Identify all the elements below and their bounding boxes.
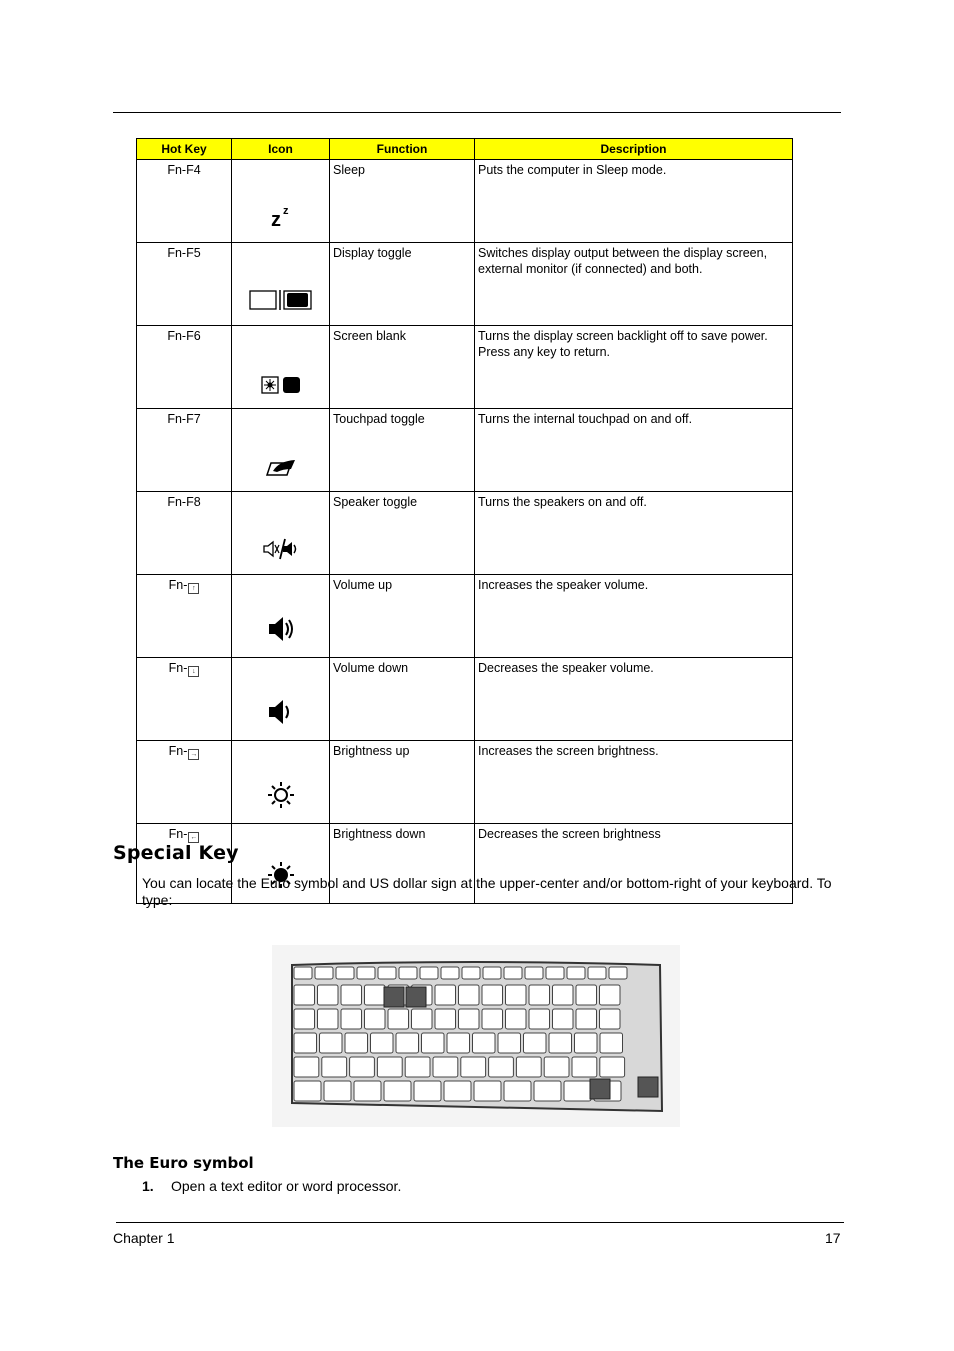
speaker-toggle-icon [263,538,299,560]
icon-cell [232,575,330,658]
function-cell: Display toggle [330,243,475,326]
keyboard-key [506,985,527,1005]
keyboard-key [462,967,480,979]
keyboard-key [350,1057,375,1077]
arrow-up-key-icon: ↑ [188,583,199,594]
description-cell: Puts the computer in Sleep mode. [475,160,793,243]
footer-rule [116,1222,844,1223]
euro-symbol-heading: The Euro symbol [113,1154,254,1172]
hotkey-label: Fn- [168,744,188,758]
touchpad-icon [265,459,297,477]
step-item [142,1178,401,1194]
description-cell: Decreases the screen brightness [475,824,793,904]
keyboard-key [459,1009,480,1029]
keyboard-key [544,1057,569,1077]
hotkey-cell [137,575,232,658]
keyboard-key [294,1057,319,1077]
keyboard-key [388,1009,409,1029]
header-hot-key: Hot Key [137,139,232,160]
keyboard-key [318,1009,339,1029]
function-cell: Volume up [330,575,475,658]
description-cell: Decreases the speaker volume. [475,658,793,741]
table-row [137,575,793,658]
function-cell: Touchpad toggle [330,409,475,492]
keyboard-key [549,1033,572,1053]
keyboard-key [529,985,550,1005]
function-cell: Speaker toggle [330,492,475,575]
hotkey-label: Fn-F7 [167,412,201,426]
keyboard-key [294,1033,317,1053]
keyboard-key [506,1009,527,1029]
keyboard-key [553,1009,574,1029]
keyboard-key [576,1009,597,1029]
hotkey-cell [137,492,232,575]
keyboard-key [525,967,543,979]
keyboard-key [504,967,522,979]
description-cell: Increases the screen brightness. [475,741,793,824]
keyboard-key [524,1033,547,1053]
keyboard-key [341,1009,362,1029]
keyboard-key [564,1081,591,1101]
keyboard-key [396,1033,419,1053]
keyboard-key [441,967,459,979]
svg-text:z: z [282,205,288,217]
table-header-row [137,139,793,160]
keyboard-key [341,985,362,1005]
function-cell: Brightness up [330,741,475,824]
keyboard-key [600,1057,625,1077]
function-cell: Volume down [330,658,475,741]
description-cell: Turns the internal touchpad on and off. [475,409,793,492]
keyboard-key [420,967,438,979]
keyboard-key [546,967,564,979]
arrow-left-key-icon: ← [190,834,198,841]
keyboard-key [294,967,312,979]
keyboard-key [516,1057,541,1077]
display-toggle-icon [249,289,313,311]
footer-page-number: 17 [825,1230,841,1246]
header-icon: Icon [232,139,330,160]
intro-paragraph: You can locate the Euro symbol and US dollar sign at the upper-center and/or bottom-right of your keyboard. To type: [142,875,832,908]
icon-cell [232,243,330,326]
keyboard-key [354,1081,381,1101]
keyboard-key [482,985,503,1005]
table-row [137,741,793,824]
keyboard-key [384,1081,411,1101]
keyboard-key [357,967,375,979]
hotkey-cell [137,160,232,243]
keyboard-key [572,1057,597,1077]
keyboard-key [322,1057,347,1077]
keyboard-key [345,1033,368,1053]
volume-up-icon [267,615,295,643]
keyboard-key [412,1009,433,1029]
footer-chapter: Chapter 1 [113,1230,175,1246]
keyboard-key [336,967,354,979]
hotkey-label: Fn-F4 [167,163,201,177]
table-row [137,492,793,575]
description-cell: Turns the speakers on and off. [475,492,793,575]
svg-text:z: z [270,209,281,228]
keyboard-key [600,1033,623,1053]
keyboard-key [435,1009,456,1029]
keyboard-key [405,1057,430,1077]
keyboard-key [534,1081,561,1101]
table-row [137,409,793,492]
keyboard-key [529,1009,550,1029]
icon-cell [232,658,330,741]
keyboard-key [567,967,585,979]
keyboard-key [473,1033,496,1053]
keyboard-key [482,1009,503,1029]
keyboard-key [399,967,417,979]
keyboard-key [489,1057,514,1077]
arrow-right-key-icon: → [190,751,198,758]
keyboard-key [461,1057,486,1077]
table-row [137,326,793,409]
keyboard-key [600,985,621,1005]
keyboard-key [315,967,333,979]
arrow-down-key-icon: ↓ [188,666,199,677]
keyboard-key [294,985,315,1005]
header-description: Description [475,139,793,160]
hotkey-cell [137,658,232,741]
hotkey-label: Fn- [168,661,188,675]
keyboard-key [422,1033,445,1053]
keyboard-key [600,1009,621,1029]
screen-blank-icon [261,376,301,394]
hotkey-label: Fn- [168,827,188,841]
keyboard-key [378,967,396,979]
hotkey-label: Fn-F6 [167,329,201,343]
hotkey-cell [137,243,232,326]
brightness-up-icon [267,781,295,809]
section-title: Special Key [113,842,239,864]
keyboard-key [498,1033,521,1053]
hotkey-label: Fn-F8 [167,495,201,509]
description-cell: Switches display output between the display screen, external monitor (if connected) and both. [475,243,793,326]
table-row [137,243,793,326]
keyboard-key [575,1033,598,1053]
description-cell: Increases the speaker volume. [475,575,793,658]
header-rule [113,112,841,113]
hotkey-cell [137,741,232,824]
icon-cell [232,326,330,409]
hotkey-label: Fn-F5 [167,246,201,260]
keyboard-key [483,967,501,979]
keyboard-key [459,985,480,1005]
table-row [137,658,793,741]
volume-down-icon [267,698,295,726]
keyboard-key [320,1033,343,1053]
keyboard-key [553,985,574,1005]
hotkey-cell [137,409,232,492]
keyboard-key [435,985,456,1005]
function-cell: Brightness down [330,824,475,904]
description-cell: Turns the display screen backlight off to save power. Press any key to return. [475,326,793,409]
keyboard-key [609,967,627,979]
keyboard-key [318,985,339,1005]
sleep-icon [269,202,293,228]
function-cell: Screen blank [330,326,475,409]
icon-cell [232,409,330,492]
hotkey-table [136,138,793,904]
header-function: Function [330,139,475,160]
keyboard-key [324,1081,351,1101]
keyboard-key [447,1033,470,1053]
keyboard-key [576,985,597,1005]
hotkey-cell [137,326,232,409]
keyboard-key [588,967,606,979]
keyboard-key [365,1009,386,1029]
hotkey-label: Fn- [168,578,188,592]
keyboard-key [504,1081,531,1101]
step-number: 1. [142,1178,154,1194]
keyboard-key [444,1081,471,1101]
icon-cell [232,492,330,575]
keyboard-key [365,985,386,1005]
keyboard-key [414,1081,441,1101]
keyboard-key [294,1009,315,1029]
keyboard-illustration [272,945,680,1127]
function-cell: Sleep [330,160,475,243]
icon-cell [232,160,330,243]
keyboard-key [377,1057,402,1077]
step-text: Open a text editor or word processor. [171,1178,402,1194]
table-row [137,160,793,243]
keyboard-key [371,1033,394,1053]
keyboard-key [474,1081,501,1101]
keyboard-key [294,1081,321,1101]
icon-cell [232,741,330,824]
keyboard-key [433,1057,458,1077]
